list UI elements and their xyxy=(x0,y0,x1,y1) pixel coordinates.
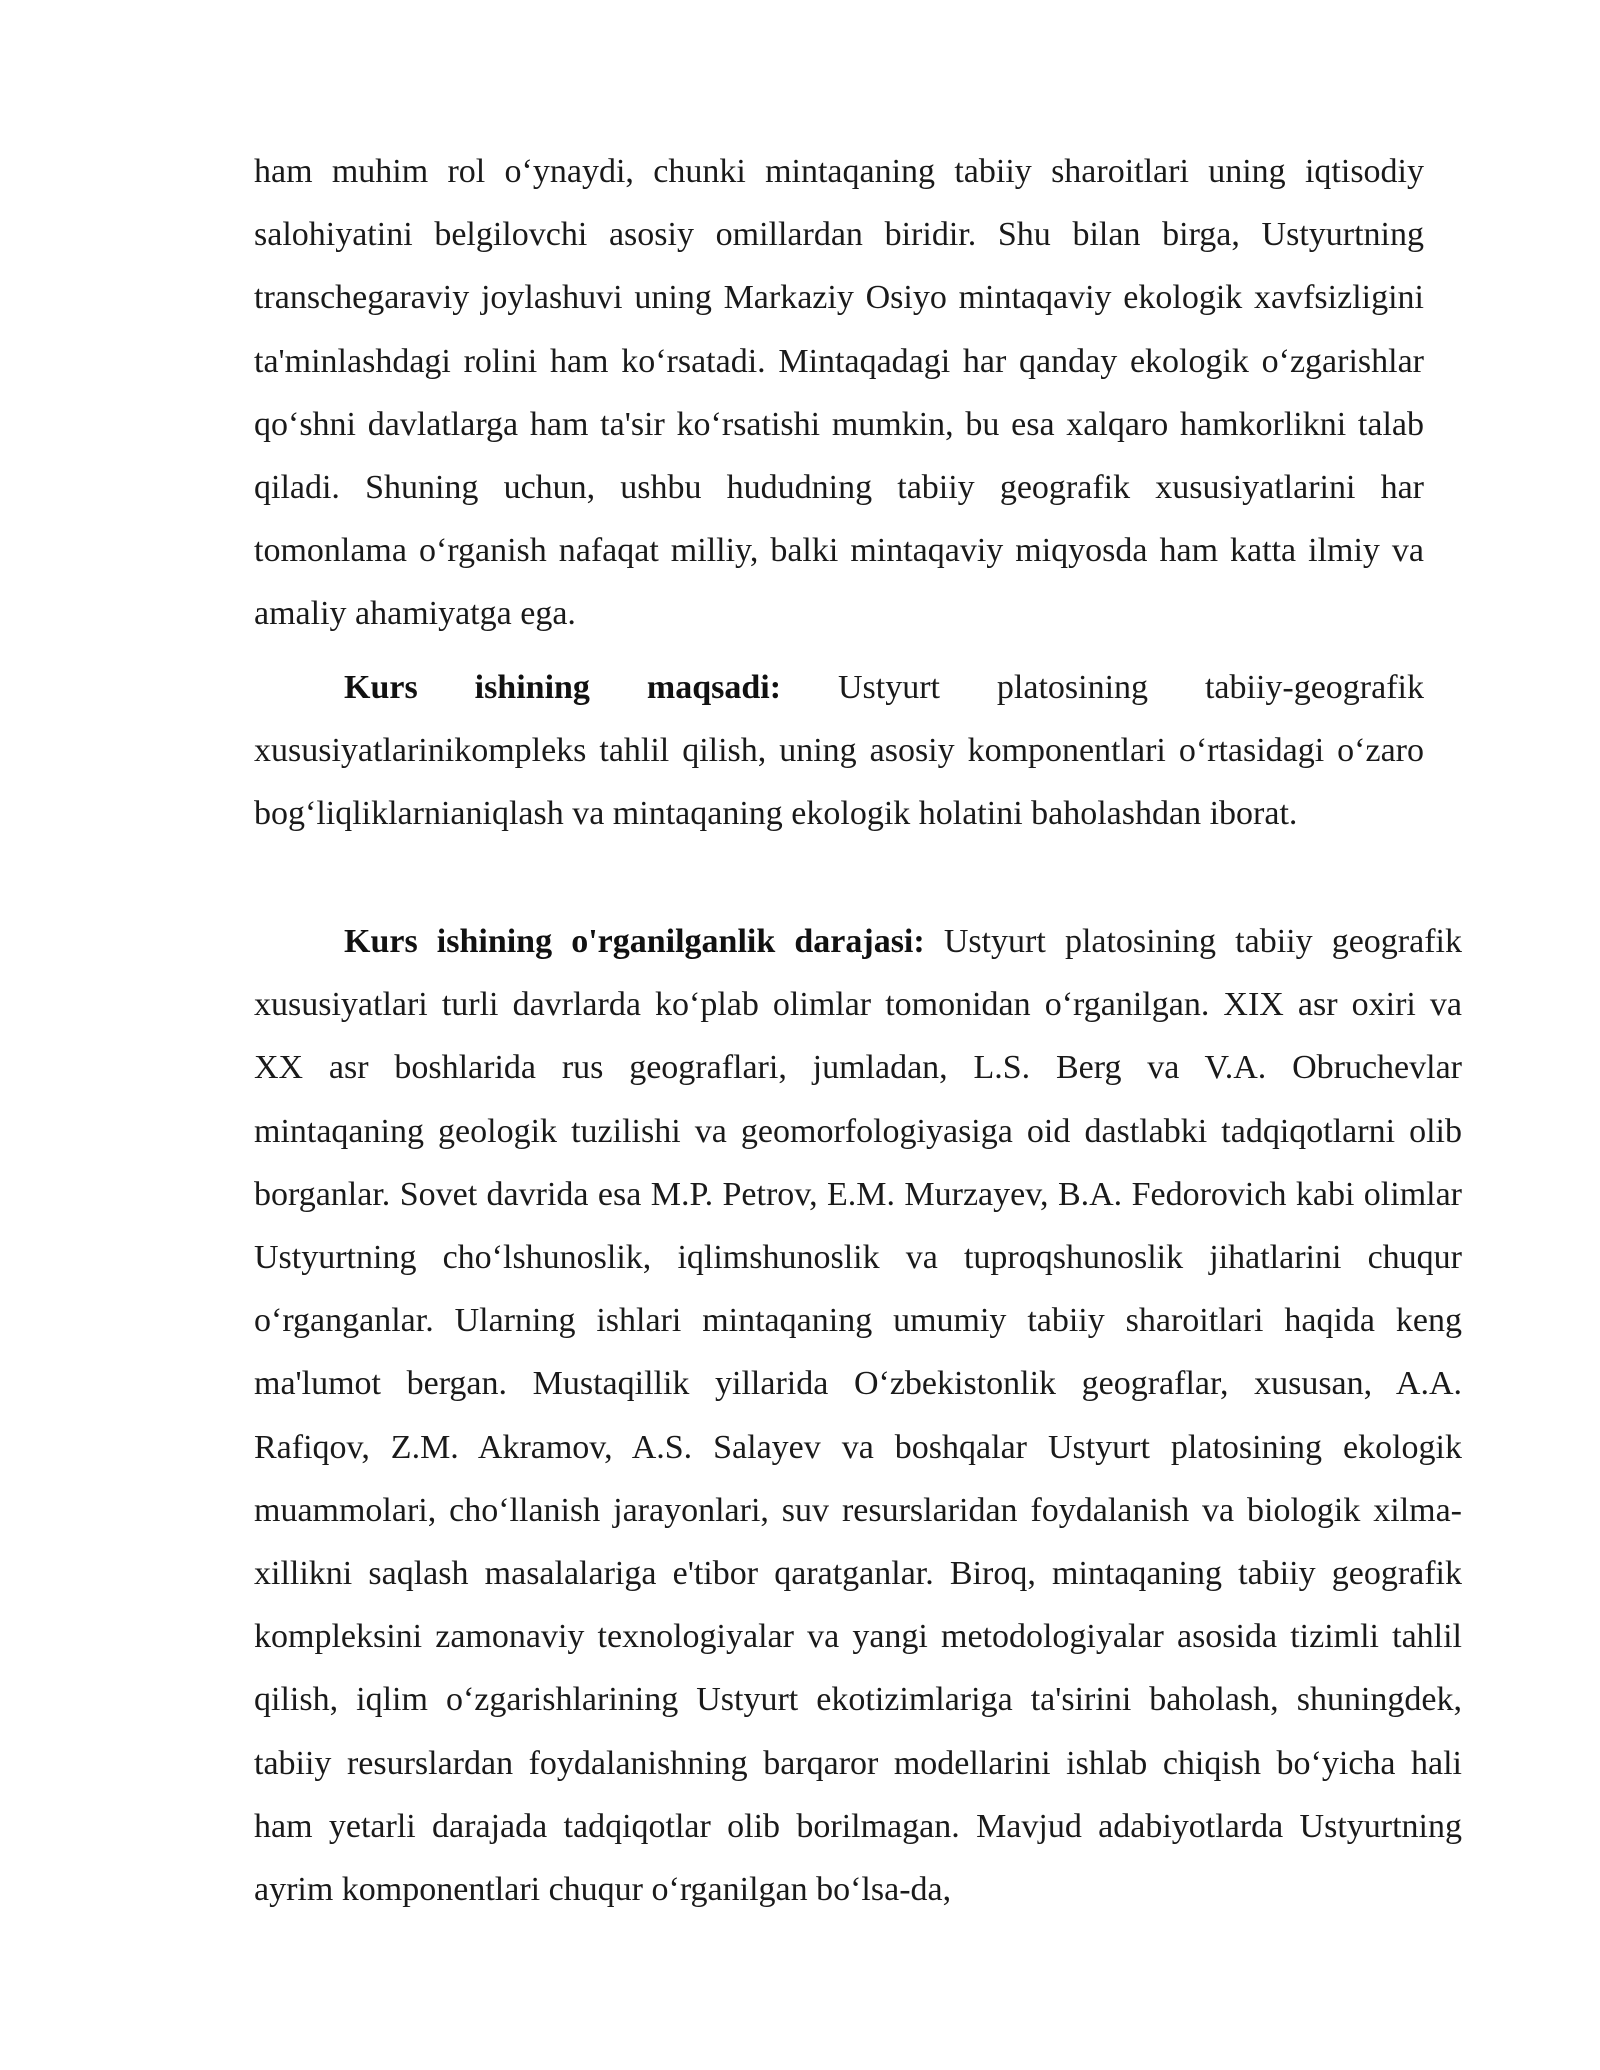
paragraph-course-goal xyxy=(254,656,1424,846)
text-section-goal xyxy=(254,656,1424,846)
paragraph-body-study-level: Ustyurt platosining tabiiy geografik xususiyatlari turli davrlarda koʻplab olimlar tomonidan oʻrganilgan. XIX asr oxiri va XX asr boshlarida rus geograflari, jumladan, L.S. Berg va V.A. Obruchevlar mintaqaning geologik tuzilishi va geomorfologiyasiga oid dastlabki tadqiqotlarni olib borganlar. Sovet davrida esa M.P. Petrov, E.M. Murzayev, B.A. Fedorovich kabi olimlar Ustyurtning choʻlshunoslik, iqlimshunoslik va tuproqshunoslik jihatlarini chuqur oʻrganganlar. Ularning ishlari mintaqaning umumiy tabiiy sharoitlari haqida keng ma'lumot bergan. Mustaqillik yillarida Oʻzbekistonlik geograflar, xususan, A.A. Rafiqov, Z.M. Akramov, A.S. Salayev va boshqalar Ustyurt platosining ekologik muammolari, choʻllanish jarayonlari, suv resurslaridan foydalanish va biologik xilma-xillikni saqlash masalalariga e'tibor qaratganlar. Biroq, mintaqaning tabiiy geografik kompleksini zamonaviy texnologiyalar va yangi metodologiyalar asosida tizimli tahlil qilish, iqlim oʻzgarishlarining Ustyurt ekotizimlariga ta'sirini baholash, shuningdek, tabiiy resurslardan foydalanishning barqaror modellarini ishlab chiqish boʻyicha hali ham yetarli darajada tadqiqotlar olib borilmagan. Mavjud adabiyotlarda Ustyurtning ayrim komponentlari chuqur oʻrganilgan boʻlsa-da, xyxy=(254,923,1462,1909)
paragraph-heading-goal: Kurs ishining maqsadi: xyxy=(344,669,782,706)
paragraph-body-goal: Ustyurt platosining tabiiy-geografik xususiyatlarinikompleks tahlil qilish, uning asosiy komponentlari oʻrtasidagi oʻzaro bogʻliqliklarnianiqlash va mintaqaning ekologik holatini baholashdan iborat. xyxy=(254,669,1424,833)
paragraph-heading-study-level: Kurs ishining o'rganilganlik darajasi: xyxy=(344,923,925,960)
paragraph-intro-continuation: ham muhim rol oʻynaydi, chunki mintaqaning tabiiy sharoitlari uning iqtisodiy salohiyatini belgilovchi asosiy omillardan biridir. Shu bilan birga, Ustyurtning transchegaraviy joylashuvi uning Markaziy Osiyo mintaqaviy ekologik xavfsizligini ta'minlashdagi rolini ham koʻrsatadi. Mintaqadagi har qanday ekologik oʻzgarishlar qoʻshni davlatlarga ham ta'sir koʻrsatishi mumkin, bu esa xalqaro hamkorlikni talab qiladi. Shuning uchun, ushbu hududning tabiiy geografik xususiyatlarini har tomonlama oʻrganish nafaqat milliy, balki mintaqaviy miqyosda ham katta ilmiy va amaliy ahamiyatga ega. xyxy=(254,153,1424,633)
paragraph-study-level xyxy=(254,910,1462,1921)
text-section-intro xyxy=(254,140,1424,646)
text-section-study-level xyxy=(254,910,1462,1921)
